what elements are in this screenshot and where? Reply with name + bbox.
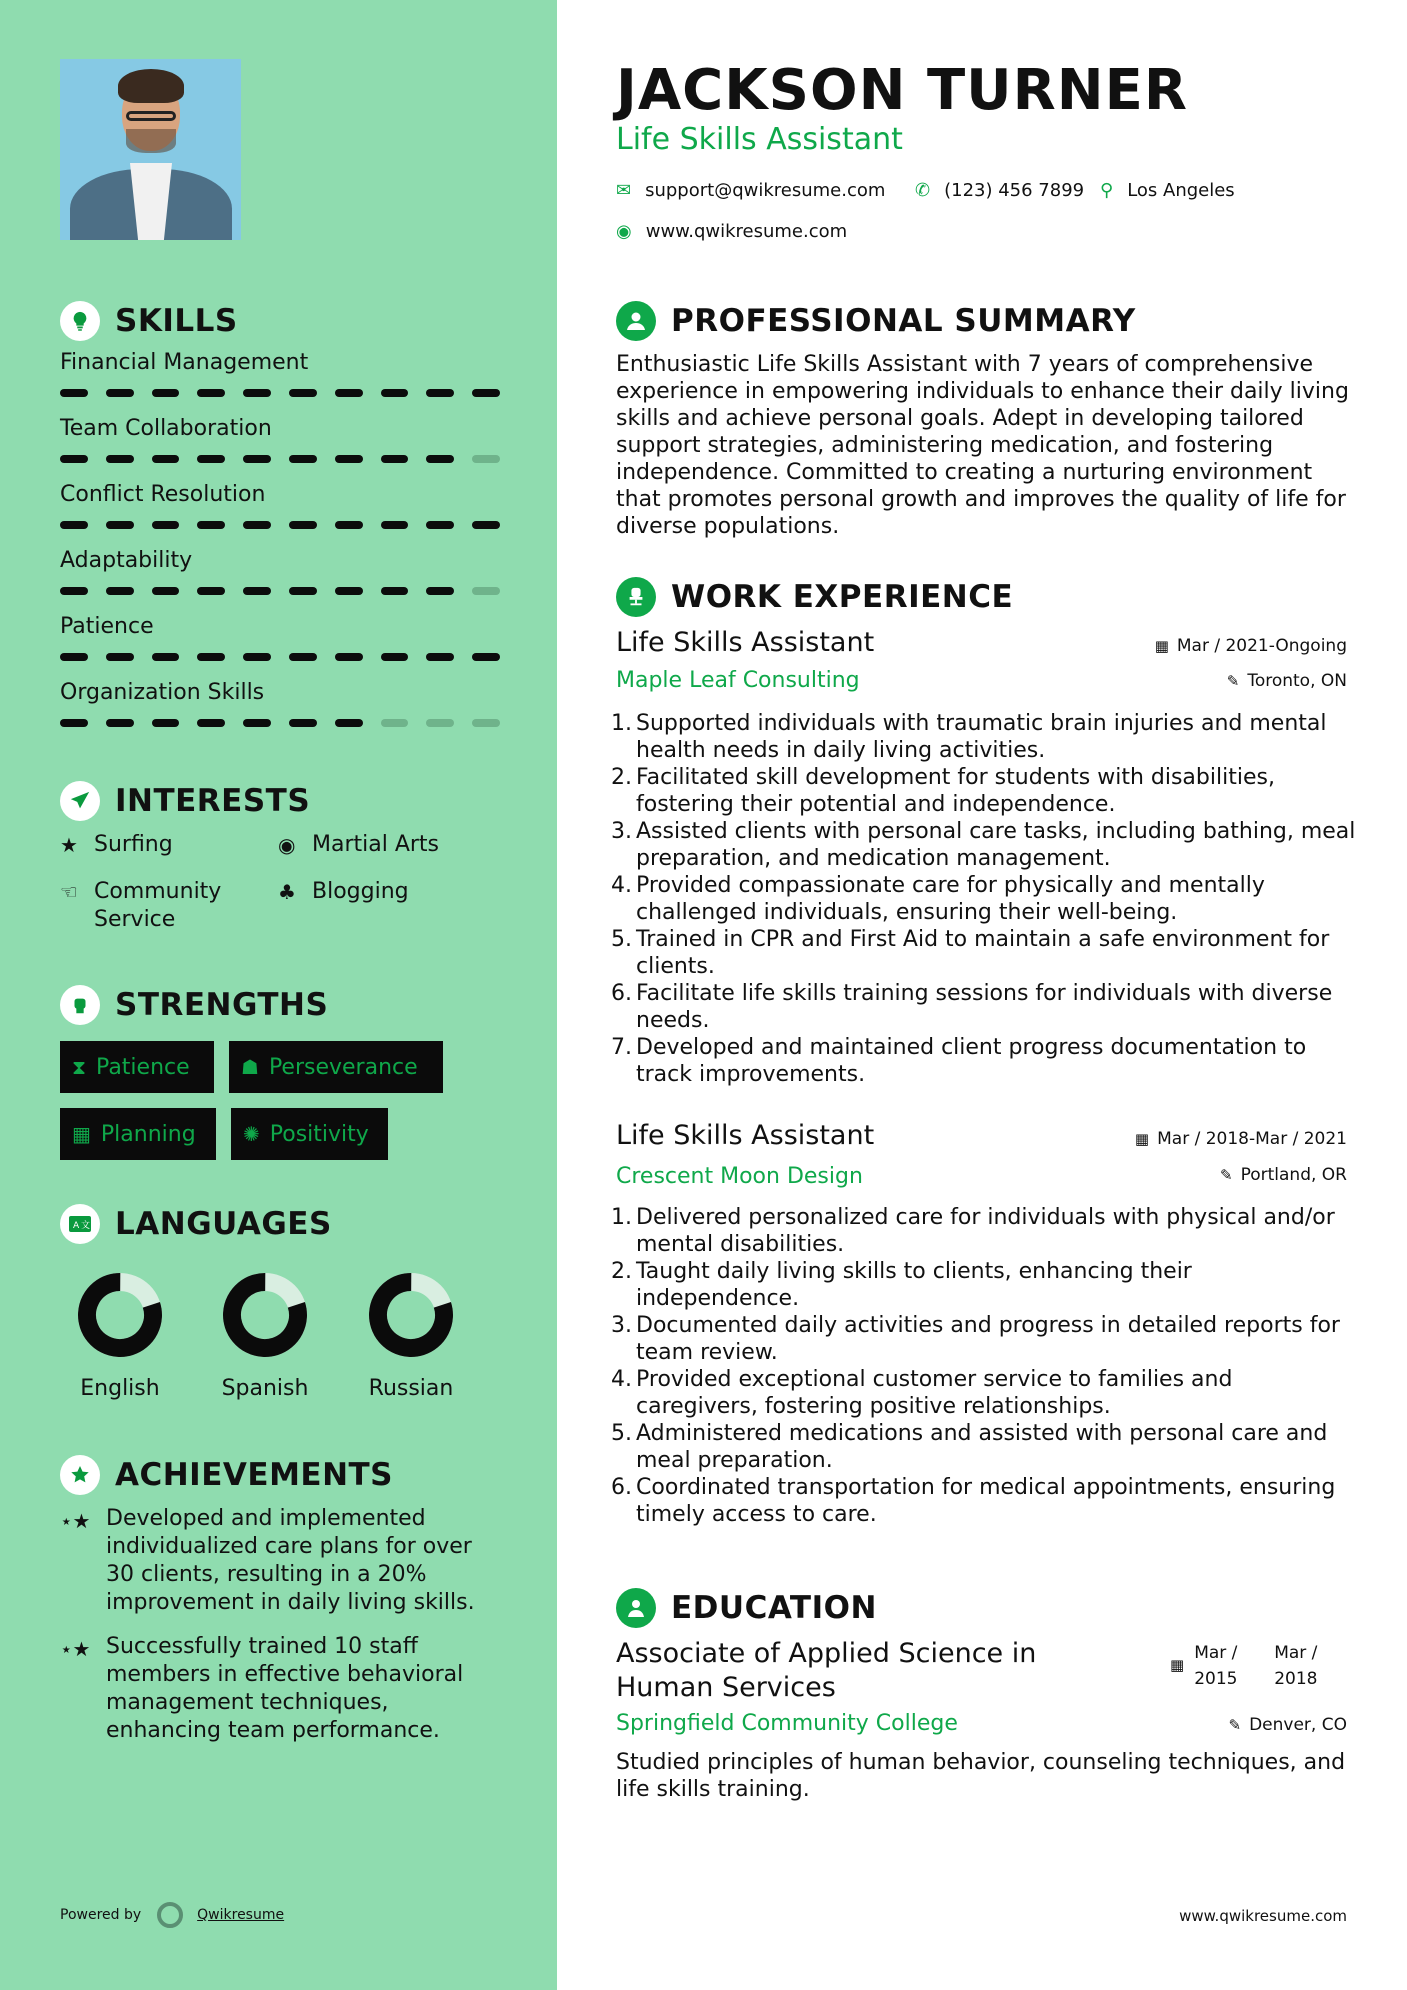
powered-by: [60, 1902, 284, 1928]
calendar-icon: ▦: [1154, 637, 1169, 655]
interest-label: Martial Arts: [312, 832, 440, 857]
job-title: Life Skills Assistant: [616, 1120, 875, 1151]
achievements-title: ACHIEVEMENTS: [115, 1457, 394, 1493]
bullet-text: Documented daily activities and progress in detailed reports for team review.: [636, 1313, 1340, 1365]
skill-level-dot: [472, 455, 500, 463]
bullet-text: Developed and maintained client progress documentation to track improvements.: [636, 1035, 1307, 1087]
achievements-heading: [60, 1455, 393, 1495]
degree-title: Associate of Applied Science in Human Services: [616, 1638, 1037, 1703]
education-heading: [616, 1588, 877, 1628]
globe-icon: ◉: [616, 221, 632, 242]
strengths-heading: [60, 985, 328, 1025]
bullet-text: Facilitated skill development for students with disabilities, fostering their potential and independence.: [636, 765, 1275, 817]
skill-level-dot: [472, 719, 500, 727]
job-bullet: [606, 1312, 1356, 1366]
job-bullet: [606, 710, 1356, 764]
bullet-number: 5.: [611, 1421, 632, 1446]
interest-item: [278, 831, 439, 859]
skill-level-dot: [197, 653, 225, 661]
skill-level-dot: [197, 719, 225, 727]
skill-level-dot: [426, 719, 454, 727]
skill-level-dot: [60, 587, 88, 595]
job-bullet: [606, 872, 1356, 926]
interests-heading: [60, 781, 310, 821]
skill-level-dot: [60, 719, 88, 727]
language-item: [195, 1272, 335, 1401]
map-pin-icon: ⚲: [1100, 180, 1114, 201]
skill-level-dot: [106, 521, 134, 529]
education-location: ✎ Denver, CO: [1228, 1715, 1347, 1735]
hourglass-icon: ⧗: [72, 1055, 87, 1079]
experience-title: WORK EXPERIENCE: [671, 579, 1014, 615]
skill-level-dot: [335, 587, 363, 595]
skill-item: [60, 416, 500, 463]
phone-icon: ✆: [915, 180, 931, 201]
summary-heading: [616, 301, 1136, 341]
binoculars-icon: ☗: [241, 1055, 259, 1079]
skill-level-dot: [106, 587, 134, 595]
strength-badge: ☗ Perseverance: [229, 1041, 443, 1093]
candidate-name: JACKSON TURNER: [616, 58, 1189, 123]
bullet-text: Assisted clients with personal care tasks, including bathing, meal preparation, and medication management.: [636, 819, 1356, 871]
skill-level-dot: [152, 389, 180, 397]
skill-level-dot: [472, 389, 500, 397]
sidebar: [0, 0, 557, 1990]
pin-icon: ✎: [1220, 1166, 1233, 1184]
skills-heading: [60, 301, 238, 341]
skills-title: SKILLS: [115, 303, 238, 339]
bullet-number: 3.: [611, 819, 632, 844]
skill-label: Patience: [60, 614, 154, 639]
svg-text:文: 文: [81, 1221, 91, 1231]
qwikresume-link[interactable]: Qwikresume: [197, 1907, 285, 1923]
language-icon: [60, 1204, 100, 1244]
skill-level-bar: [60, 653, 500, 661]
interest-item: [60, 878, 221, 934]
skill-level-bar: [60, 521, 500, 529]
language-label: Spanish: [221, 1376, 309, 1401]
job-bullet: [606, 764, 1356, 818]
skill-level-dot: [197, 521, 225, 529]
contact-email[interactable]: ✉ support@qwikresume.com: [616, 180, 886, 201]
skill-label: Team Collaboration: [60, 416, 272, 441]
skill-level-dot: [243, 521, 271, 529]
bullet-number: 1.: [611, 1205, 632, 1230]
job-bullet: [606, 980, 1356, 1034]
interest-label: Community Service: [94, 879, 222, 932]
job-bullet: [606, 926, 1356, 980]
skill-level-dot: [106, 653, 134, 661]
job-bullet: [606, 1420, 1356, 1474]
achievement-item: [60, 1505, 480, 1617]
powered-by-label: Powered by: [60, 1907, 142, 1923]
skill-level-dot: [426, 389, 454, 397]
skill-level-dot: [426, 521, 454, 529]
job-company: Maple Leaf Consulting: [616, 668, 860, 693]
language-proficiency-ring: [77, 1272, 163, 1358]
star-badge-icon: [60, 1455, 100, 1495]
bullet-text: Facilitate life skills training sessions for individuals with diverse needs.: [636, 981, 1333, 1033]
skill-level-dot: [197, 455, 225, 463]
interest-item: [278, 878, 409, 906]
bullet-number: 2.: [611, 765, 632, 790]
skill-level-bar: [60, 587, 500, 595]
skill-level-dot: [335, 719, 363, 727]
school-name: Springfield Community College: [616, 1711, 958, 1736]
bullet-number: 7.: [611, 1035, 632, 1060]
skill-label: Adaptability: [60, 548, 193, 573]
bullet-text: Provided compassionate care for physically and mentally challenged individuals, ensuring their well-being.: [636, 873, 1265, 925]
language-proficiency-ring: [222, 1272, 308, 1358]
strength-badge: ⧗ Patience: [60, 1041, 214, 1093]
languages-title: LANGUAGES: [115, 1206, 332, 1242]
skill-level-dot: [381, 455, 409, 463]
skill-level-dot: [197, 389, 225, 397]
skill-level-dot: [381, 587, 409, 595]
job-bullet: [606, 1366, 1356, 1420]
skill-level-dot: [381, 521, 409, 529]
skill-level-dot: [289, 653, 317, 661]
fist-icon: [60, 985, 100, 1025]
skill-level-dot: [243, 719, 271, 727]
skill-level-dot: [197, 587, 225, 595]
skill-label: Conflict Resolution: [60, 482, 266, 507]
user-icon: [616, 301, 656, 341]
pin-icon: ✎: [1226, 672, 1240, 690]
globe-icon: ◉: [278, 833, 296, 857]
achievement-text: Successfully trained 10 staff members in effective behavioral management techniques, enhancing team performance.: [106, 1634, 464, 1743]
interest-label: Blogging: [312, 879, 409, 904]
office-chair-icon: [616, 577, 656, 617]
skill-level-dot: [60, 455, 88, 463]
skill-level-dot: [60, 521, 88, 529]
contact-phone[interactable]: ✆ (123) 456 7899: [915, 180, 1085, 201]
star-icon: ⋆★: [60, 1637, 91, 1661]
job-bullet: [606, 818, 1356, 872]
interest-label: Surfing: [94, 832, 173, 857]
calendar-icon: ▦: [72, 1122, 91, 1146]
calendar-icon: ▦: [1134, 1130, 1150, 1148]
skill-level-dot: [289, 587, 317, 595]
skill-level-dot: [335, 521, 363, 529]
profile-photo: [60, 59, 241, 240]
education-title: EDUCATION: [671, 1590, 877, 1626]
skill-level-bar: [60, 389, 500, 397]
skill-level-dot: [472, 587, 500, 595]
job-company: Crescent Moon Design: [616, 1164, 863, 1189]
skill-level-dot: [289, 521, 317, 529]
skill-level-dot: [106, 719, 134, 727]
summary-text: Enthusiastic Life Skills Assistant with 7 years of comprehensive experience in empowering individuals to enhance their daily living skills and achieve personal goals. Adept in developing tailored support strategies, administering medication, and fostering independence. Committed to creating a nurturing environment that promotes personal growth and improves the quality of life for diverse populations.: [616, 352, 1349, 539]
paper-plane-icon: [60, 781, 100, 821]
skill-item: [60, 548, 500, 595]
bullet-number: 1.: [611, 711, 632, 736]
job-bullet: [606, 1204, 1356, 1258]
strengths-title: STRENGTHS: [115, 987, 329, 1023]
achievement-item: [60, 1633, 480, 1745]
education-dates: ▦ Mar / 2015 Mar / 2018: [1170, 1640, 1334, 1692]
skill-level-dot: [152, 587, 180, 595]
language-label: English: [80, 1376, 160, 1401]
skill-level-dot: [152, 719, 180, 727]
strength-badge: ✺ Positivity: [231, 1108, 388, 1160]
skill-level-dot: [335, 389, 363, 397]
graduation-icon: [616, 1588, 656, 1628]
education-description: Studied principles of human behavior, counseling techniques, and life skills training.: [616, 1750, 1346, 1802]
skill-level-bar: [60, 719, 500, 727]
skill-level-dot: [289, 455, 317, 463]
skill-level-dot: [335, 653, 363, 661]
skill-level-dot: [472, 653, 500, 661]
bullet-number: 6.: [611, 981, 632, 1006]
strength-badge: ▦ Planning: [60, 1108, 216, 1160]
bullet-number: 3.: [611, 1313, 632, 1338]
skill-level-dot: [335, 455, 363, 463]
skill-level-dot: [426, 455, 454, 463]
star-icon: ★: [60, 833, 78, 857]
envelope-icon: ✉: [616, 180, 632, 201]
skill-level-dot: [152, 521, 180, 529]
hand-icon: ☜: [60, 880, 78, 904]
bullet-text: Administered medications and assisted with personal care and meal preparation.: [636, 1421, 1328, 1473]
job-bullet: [606, 1034, 1356, 1088]
skill-level-dot: [243, 587, 271, 595]
achievement-text: Developed and implemented individualized care plans for over 30 clients, resulting in a 20% improvement in daily living skills.: [106, 1506, 475, 1615]
job-location: ✎ Portland, OR: [1220, 1165, 1347, 1185]
bullet-text: Trained in CPR and First Aid to maintain a safe environment for clients.: [636, 927, 1330, 979]
language-item: [341, 1272, 481, 1401]
bullet-text: Provided exceptional customer service to families and caregivers, fostering positive relationships.: [636, 1367, 1233, 1419]
skill-item: [60, 482, 500, 529]
bullet-number: 5.: [611, 927, 632, 952]
job-dates: ▦ Mar / 2018-Mar / 2021: [1134, 1129, 1347, 1149]
qwikresume-logo-icon: [157, 1902, 183, 1928]
skill-level-dot: [289, 719, 317, 727]
skill-level-dot: [243, 389, 271, 397]
users-icon: ♣: [278, 880, 296, 904]
job-title: Life Skills Assistant: [616, 627, 875, 658]
experience-heading: [616, 577, 1013, 617]
language-item: [50, 1272, 190, 1401]
contact-location: ⚲ Los Angeles: [1100, 180, 1235, 201]
svg-text:A: A: [73, 1221, 80, 1231]
skill-level-dot: [381, 719, 409, 727]
pin-icon: ✎: [1228, 1716, 1242, 1734]
bullet-text: Delivered personalized care for individuals with physical and/or mental disabilities.: [636, 1205, 1335, 1257]
bullet-number: 4.: [611, 1367, 632, 1392]
summary-title: PROFESSIONAL SUMMARY: [671, 303, 1136, 339]
language-label: Russian: [368, 1376, 454, 1401]
skill-level-bar: [60, 455, 500, 463]
calendar-icon: ▦: [1170, 1656, 1185, 1674]
footer-url[interactable]: www.qwikresume.com: [1179, 1907, 1347, 1925]
lightbulb-icon: [60, 301, 100, 341]
languages-heading: [60, 1204, 332, 1244]
candidate-role: Life Skills Assistant: [616, 122, 903, 157]
skill-level-dot: [106, 455, 134, 463]
skill-level-dot: [426, 587, 454, 595]
skill-label: Organization Skills: [60, 680, 265, 705]
skill-item: [60, 350, 500, 397]
language-proficiency-ring: [368, 1272, 454, 1358]
skill-level-dot: [243, 455, 271, 463]
job-bullet: [606, 1258, 1356, 1312]
bullet-text: Supported individuals with traumatic brain injuries and mental health needs in daily living activities.: [636, 711, 1327, 763]
job-bullets: [606, 710, 1356, 1088]
skill-level-dot: [106, 389, 134, 397]
skill-item: [60, 614, 500, 661]
skill-level-dot: [381, 389, 409, 397]
skill-level-dot: [152, 653, 180, 661]
sun-icon: ✺: [243, 1122, 260, 1146]
skill-level-dot: [152, 455, 180, 463]
job-bullet: [606, 1474, 1356, 1528]
star-icon: ⋆★: [60, 1509, 91, 1533]
skill-level-dot: [60, 653, 88, 661]
job-dates: ▦ Mar / 2021-Ongoing: [1154, 636, 1347, 656]
skill-level-dot: [243, 653, 271, 661]
bullet-number: 6.: [611, 1475, 632, 1500]
skill-level-dot: [60, 389, 88, 397]
job-bullets: [606, 1204, 1356, 1528]
contact-website[interactable]: ◉ www.qwikresume.com: [616, 221, 848, 242]
skill-level-dot: [381, 653, 409, 661]
bullet-number: 4.: [611, 873, 632, 898]
bullet-text: Coordinated transportation for medical appointments, ensuring timely access to care.: [636, 1475, 1336, 1527]
job-location: ✎ Toronto, ON: [1226, 671, 1347, 691]
bullet-text: Taught daily living skills to clients, enhancing their independence.: [636, 1259, 1192, 1311]
skill-level-dot: [472, 521, 500, 529]
skill-level-dot: [426, 653, 454, 661]
interests-title: INTERESTS: [115, 783, 311, 819]
skill-level-dot: [289, 389, 317, 397]
skill-item: [60, 680, 500, 727]
interest-item: [60, 831, 173, 859]
bullet-number: 2.: [611, 1259, 632, 1284]
skill-label: Financial Management: [60, 350, 309, 375]
